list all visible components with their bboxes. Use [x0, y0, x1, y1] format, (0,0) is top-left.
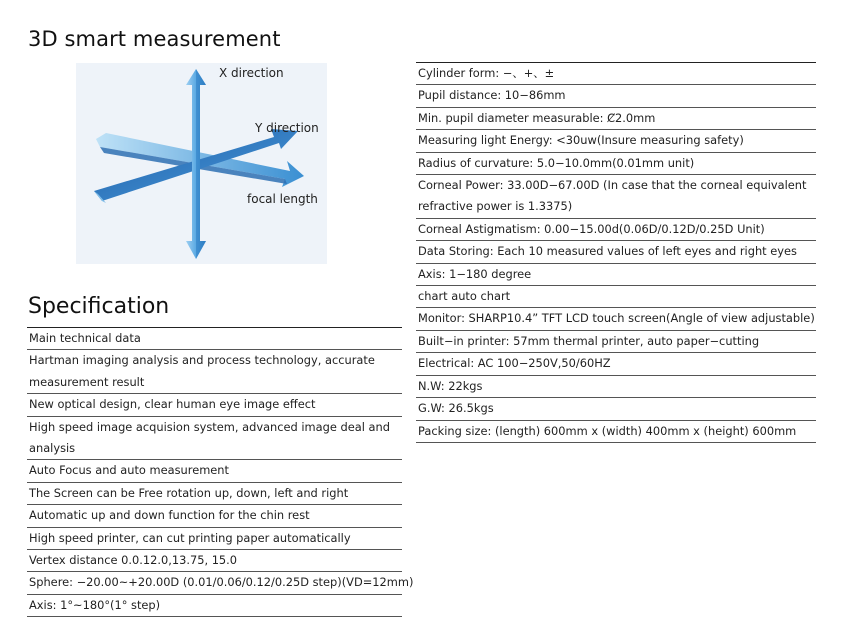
- list-item: Hartman imaging analysis and process technology, accurate measurement result: [27, 350, 402, 394]
- x-direction-label: X direction: [219, 66, 284, 80]
- list-item: chart auto chart: [416, 286, 816, 308]
- list-item: Monitor: SHARP10.4” TFT LCD touch screen(Angle of view adjustable): [416, 308, 816, 330]
- list-item: High speed printer, can cut printing paper automatically: [27, 528, 402, 550]
- list-item: Packing size: (length) 600mm x (width) 400mm x (height) 600mm: [416, 421, 816, 443]
- axis-diagram: [76, 63, 327, 264]
- list-item: Electrical: AC 100−250V,50/60HZ: [416, 353, 816, 375]
- list-item: Vertex distance 0.0.12.0,13.75, 15.0: [27, 550, 402, 572]
- y-direction-label: Y direction: [255, 121, 319, 135]
- list-item: High speed image acquision system, advanced image deal and analysis: [27, 417, 402, 461]
- left-spec-list: [27, 327, 414, 617]
- list-item: Pupil distance: 10−86mm: [416, 85, 816, 107]
- list-item: Cylinder form: −、+、±: [416, 63, 816, 85]
- list-item: Data Storing: Each 10 measured values of left eyes and right eyes: [416, 241, 816, 263]
- list-item: Main technical data: [27, 328, 402, 350]
- list-item: Axis: 1°~180°(1° step): [27, 595, 402, 617]
- list-item: Sphere: −20.00~+20.00D (0.01/0.06/0.12/0.25D step)(VD=12mm): [27, 572, 402, 594]
- specification-heading: Specification: [28, 294, 170, 319]
- list-item: Measuring light Energy: <30uw(Insure measuring safety): [416, 130, 816, 152]
- list-item: New optical design, clear human eye image effect: [27, 394, 402, 416]
- list-item: N.W: 22kgs: [416, 376, 816, 398]
- right-spec-list: [416, 62, 816, 443]
- axis-arrows-graphic: [76, 63, 327, 264]
- list-item: Auto Focus and auto measurement: [27, 460, 402, 482]
- list-item: G.W: 26.5kgs: [416, 398, 816, 420]
- list-item: Radius of curvature: 5.0−10.0mm(0.01mm unit): [416, 153, 816, 175]
- list-item: Min. pupil diameter measurable: Ȼ2.0mm: [416, 108, 816, 130]
- list-item: Automatic up and down function for the chin rest: [27, 505, 402, 527]
- list-item: Corneal Astigmatism: 0.00−15.00d(0.06D/0.12D/0.25D Unit): [416, 219, 816, 241]
- page-title: 3D smart measurement: [28, 27, 281, 51]
- list-item: Built−in printer: 57mm thermal printer, auto paper−cutting: [416, 331, 816, 353]
- list-item: The Screen can be Free rotation up, down, left and right: [27, 483, 402, 505]
- list-item: Axis: 1−180 degree: [416, 264, 816, 286]
- focal-length-label: focal length: [247, 192, 318, 206]
- list-item: Corneal Power: 33.00D−67.00D (In case that the corneal equivalent refractive power is 1.3375): [416, 175, 816, 219]
